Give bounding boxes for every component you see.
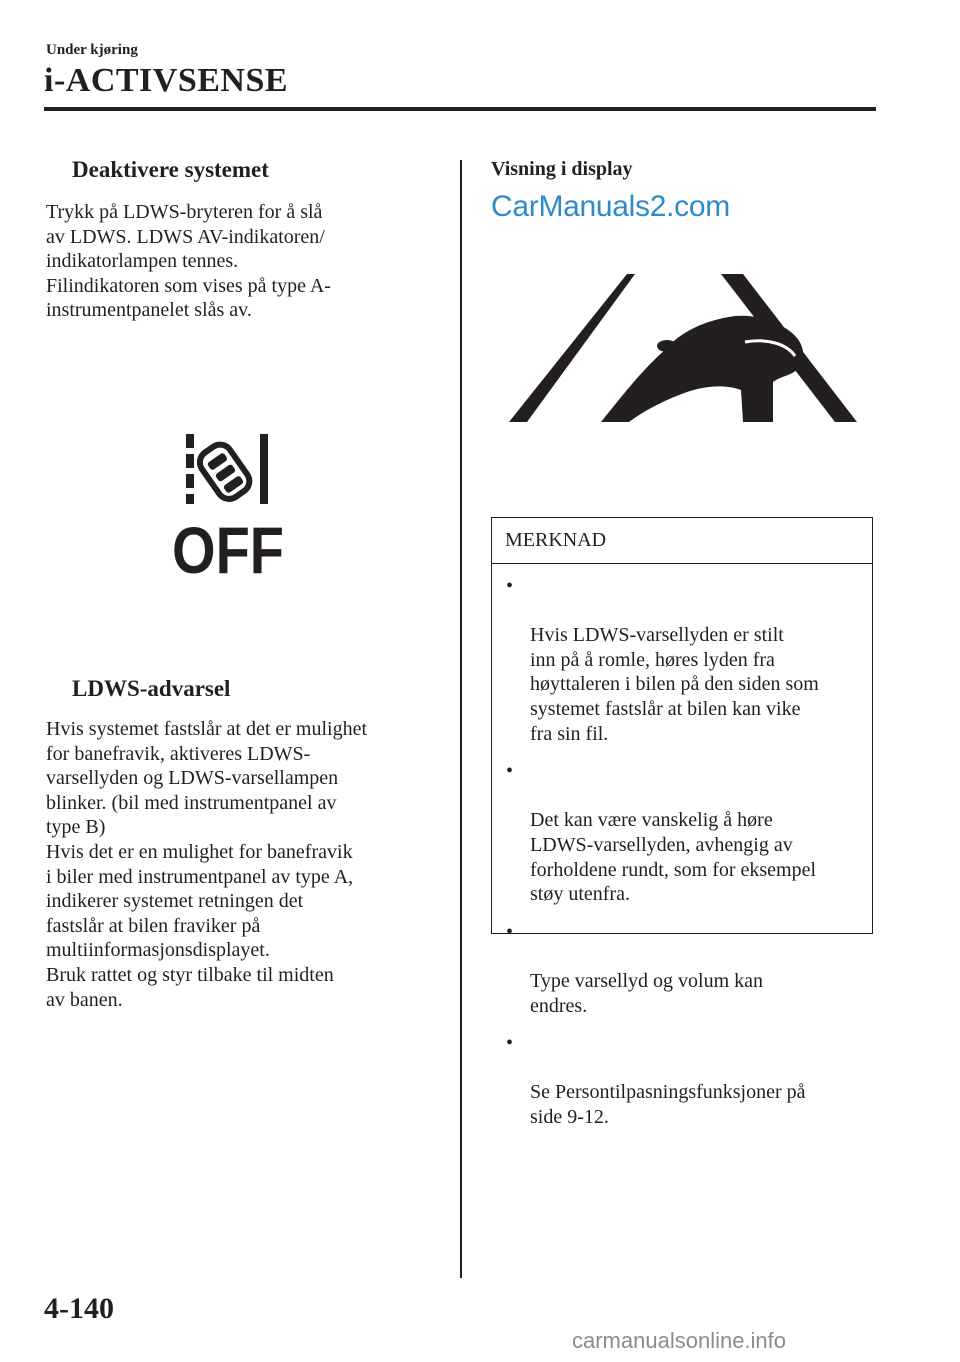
note-item [506,1031,858,1129]
deactivate-text: Trykk på LDWS-bryteren for å slå av LDWS. LDWS AV-indikatoren/ indikatorlampen tennes. Filindikatoren som vises på type A- instrumentpanelet slås av. [46,201,331,322]
chapter-title: i-ACTIVSENSE [44,62,289,99]
section-label: Under kjøring [46,42,138,58]
note-item-text: Type varsellyd og volum kan endres. [530,969,763,1017]
page-number: 4-140 [44,1292,114,1325]
note-item [506,920,858,1018]
column-divider [460,160,462,1278]
ldws-off-icon [168,430,288,587]
header-rule [44,107,876,111]
bullet-icon: • [506,575,514,597]
bullet-icon: • [506,760,514,783]
off-icon-label: OFF [172,513,284,587]
note-list [492,564,872,1129]
deactivate-heading: Deaktivere systemet [72,157,269,182]
note-item [506,574,858,746]
bullet-icon: • [506,1032,514,1055]
note-item-text: Se Persontilpasningsfunksjoner på side 9-12. [530,1081,806,1128]
note-title: MERKNAD [492,518,872,564]
warning-text: Hvis systemet fastslår at det er mulighet for banefravik, aktiveres LDWS- varsellyden og LDWS-varsellampen blinker. (bil med instrumentpanel av type B) Hvis det er en mulighet for banefravik i biler med instrumentpanel av type A, indikerer systemet retningen det fastslår at bilen fraviker på multiinformasjonsdisplayet. Bruk rattet og styr tilbake til midten av banen. [46,718,368,1011]
note-box [491,517,873,1128]
footer-watermark[interactable]: carmanualsonline.info [572,1328,787,1353]
bullet-icon: • [506,920,514,943]
watermark-logo: CarManuals2.com [491,190,730,223]
note-item-text: Det kan være vanskelig å høre LDWS-varsellyden, avhengig av forholdene rundt, som for eksempel støy utenfra. [530,809,817,906]
display-heading: Visning i display [491,158,633,180]
warning-heading: LDWS-advarsel [72,676,231,701]
lane-departure-display-illustration [505,272,861,426]
note-item [506,759,858,907]
note-item-text: Hvis LDWS-varsellyden er stilt inn på å romle, høres lyden fra høyttaleren i bilen på den siden som systemet fastslår at bilen kan vike fra sin fil. [530,624,819,745]
